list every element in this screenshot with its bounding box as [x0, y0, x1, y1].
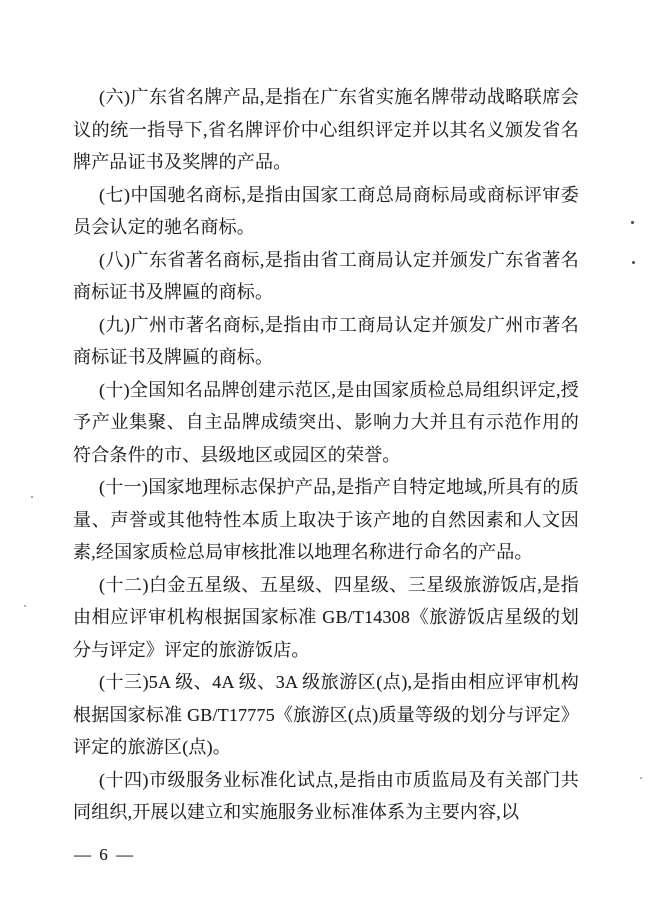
paragraph-item-13: (十三)5A 级、4A 级、3A 级旅游区(点),是指由相应评审机构根据国家标准 GB/T17775《旅游区(点)质量等级的划分与评定》评定的旅游区(点)。 — [73, 672, 579, 757]
scan-speck — [632, 261, 635, 264]
paragraph-item-7: (七)中国驰名商标,是指由国家工商总局商标局或商标评审委员会认定的驰名商标。 — [73, 184, 579, 237]
paragraph-item-10: (十)全国知名品牌创建示范区,是由国家质检总局组织评定,授予产业集聚、自主品牌成绩突出、影响力大并且有示范作用的符合条件的市、县级地区或园区的荣誉。 — [73, 379, 579, 465]
scan-speck — [31, 496, 33, 498]
paragraph-item-9: (九)广州市著名商标,是指由市工商局认定并颁发广州市著名商标证书及牌匾的商标。 — [73, 314, 579, 367]
scan-speck — [640, 777, 642, 779]
paragraph-item-12: (十二)白金五星级、五星级、四星级、三星级旅游饭店,是指由相应评审机构根据国家标准 GB/T14308《旅游饭店星级的划分与评定》评定的旅游饭店。 — [73, 574, 579, 660]
paragraph-item-14: (十四)市级服务业标准化试点,是指由市质监局及有关部门共同组织,开展以建立和实施服务业标准体系为主要内容,以 — [73, 769, 579, 822]
scan-speck — [631, 221, 634, 224]
paragraph-item-8: (八)广东省著名商标,是指由省工商局认定并颁发广东省著名商标证书及牌匾的商标。 — [73, 249, 579, 302]
paragraph-item-11: (十一)国家地理标志保护产品,是指产自特定地域,所具有的质量、声誉或其他特性本质上取决于该产地的自然因素和人文因素,经国家质检总局审核批准以地理名称进行命名的产品。 — [73, 477, 579, 562]
paragraph-item-6: (六)广东省名牌产品,是指在广东省实施名牌带动战略联席会议的统一指导下,省名牌评价中心组织评定并以其名义颁发省名牌产品证书及奖牌的产品。 — [73, 87, 579, 172]
document-body — [73, 81, 579, 829]
scan-speck — [24, 605, 26, 607]
page-number: — 6 — — [74, 845, 135, 864]
